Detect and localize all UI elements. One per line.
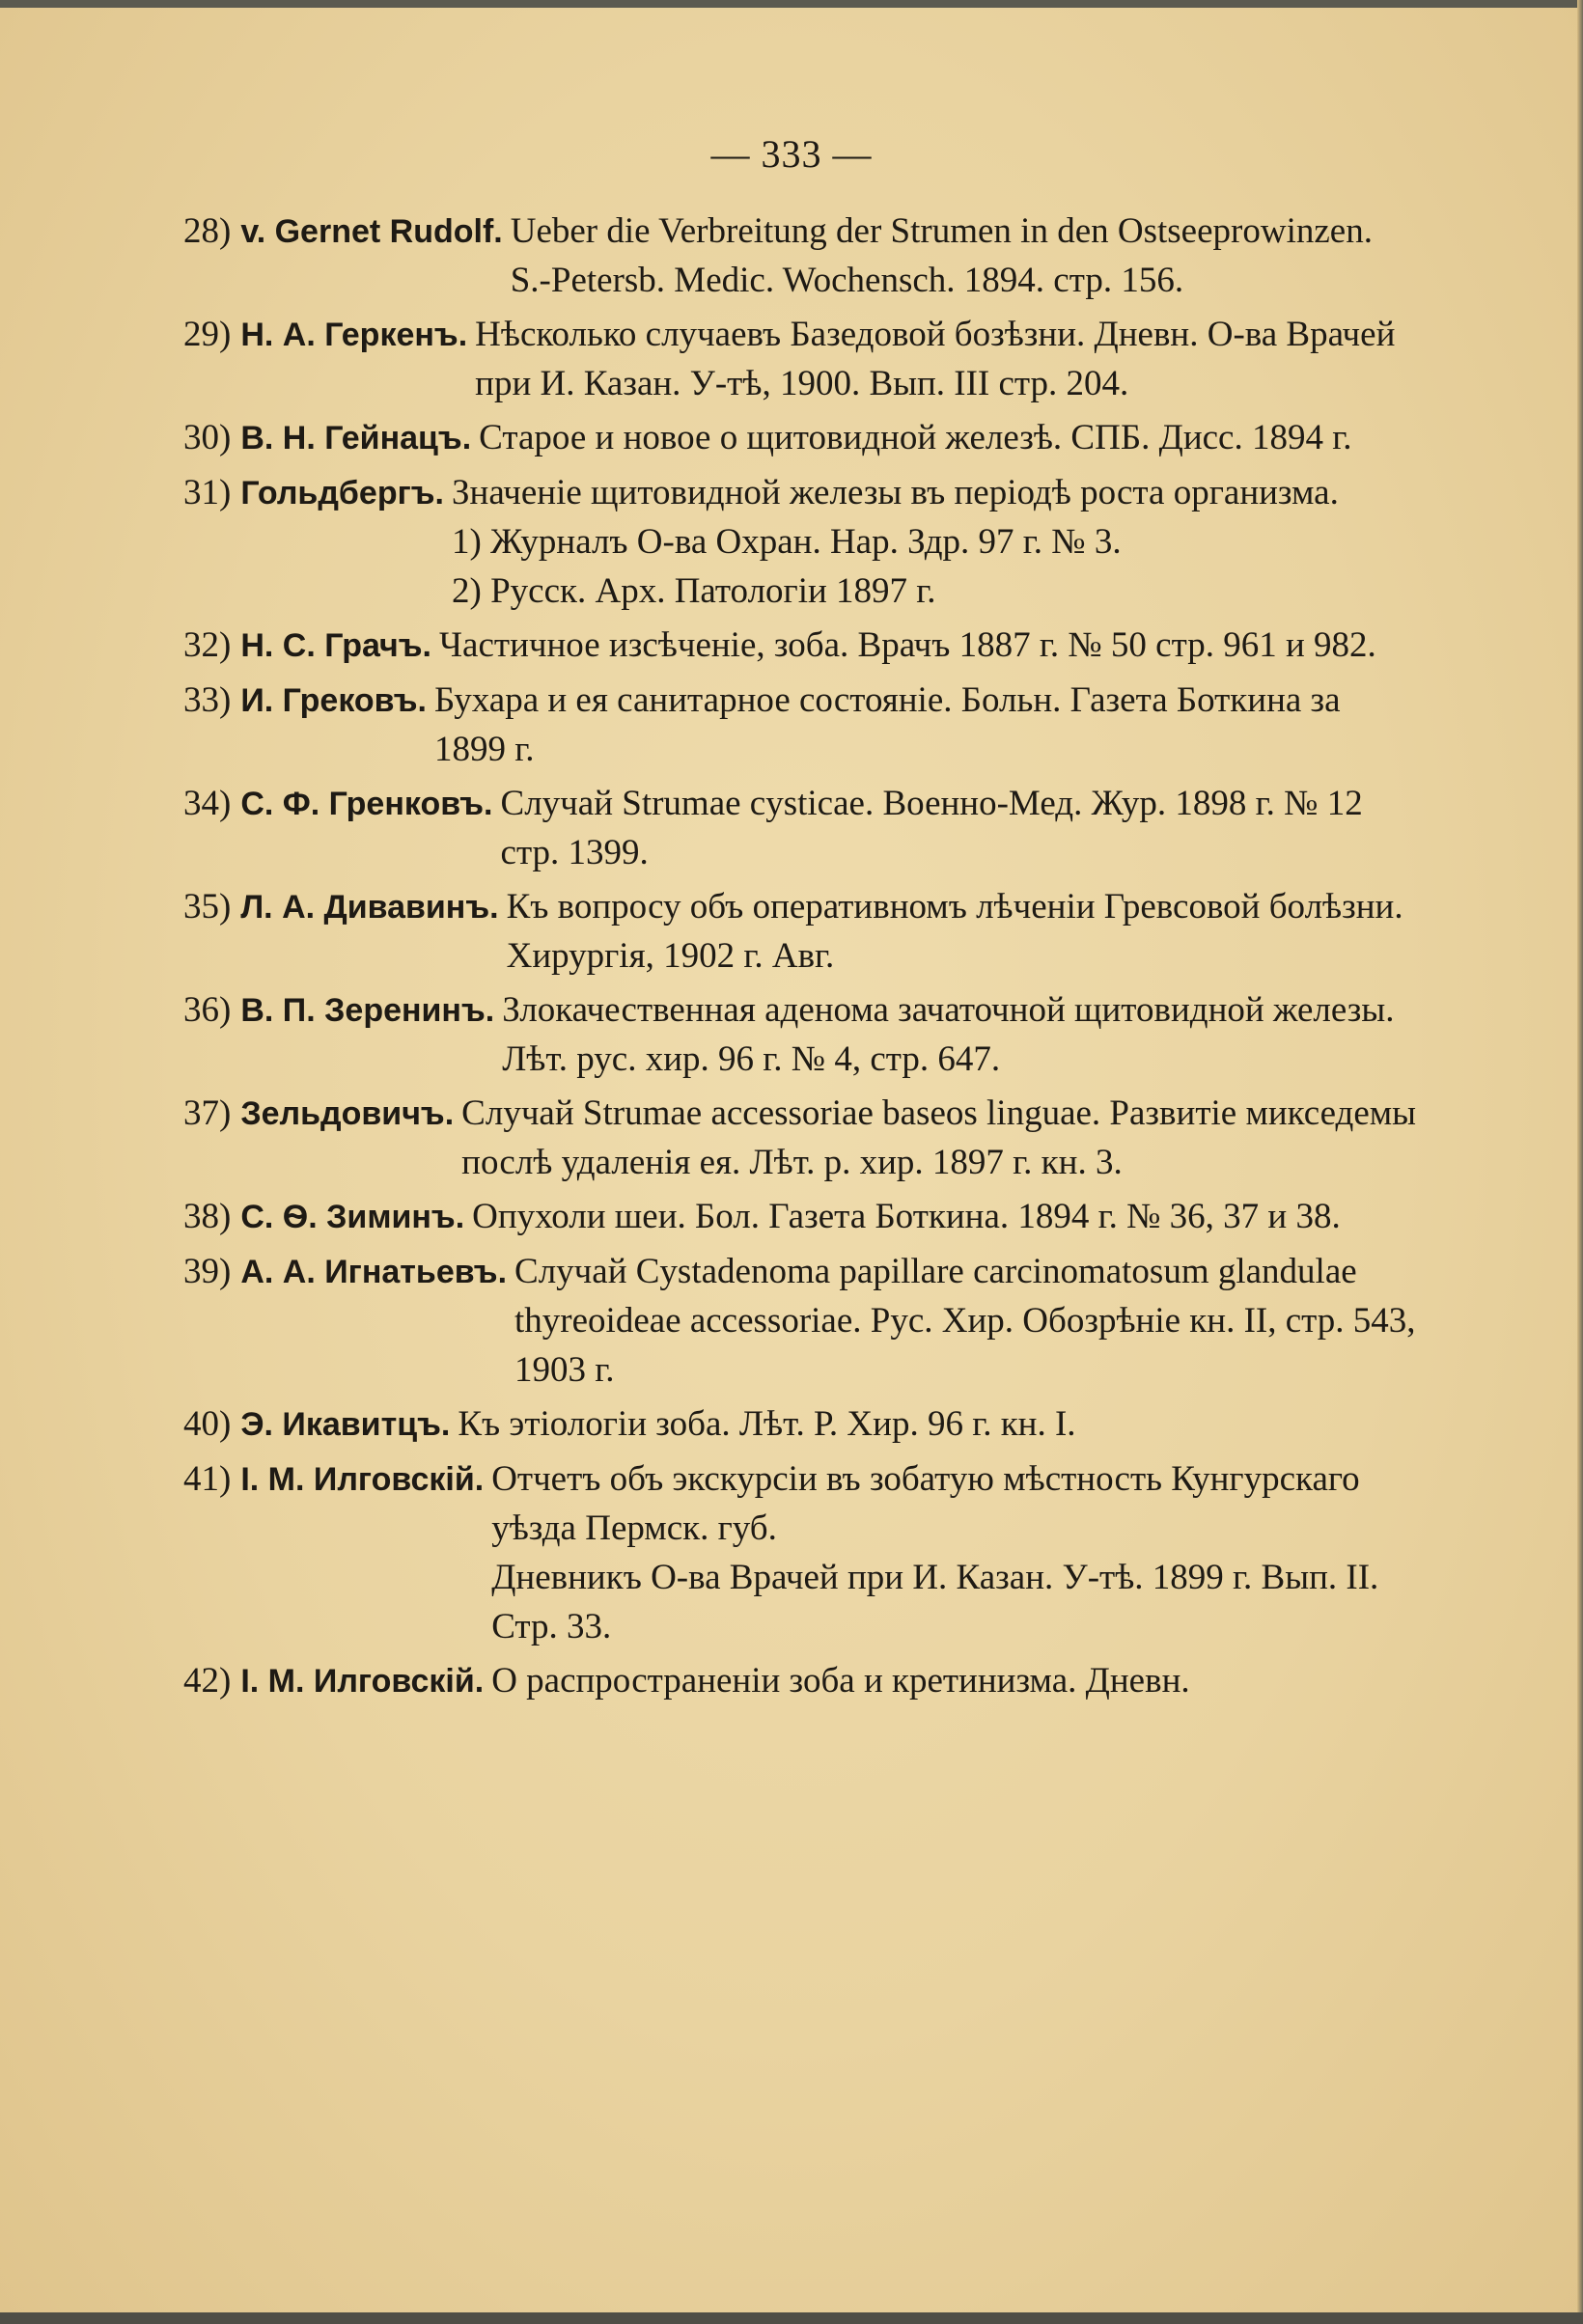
entry-text: Частичное изсѣченіе, зоба. Врачъ 1887 г. № 50 стр. 961 и 982. <box>439 625 1376 665</box>
bibliography-entry <box>183 1192 1419 1242</box>
entry-text: Случай Strumae accessoriae baseos linguae. Развитіе микседемы послѣ удаленія ея. Лѣт. р. хир. 1897 г. кн. 3. <box>461 1093 1417 1182</box>
entry-number: 32) <box>183 625 232 665</box>
entry-text: Нѣсколько случаевъ Базедовой бозѣзни. Дневн. О-ва Врачей при И. Казан. У-тѣ, 1900. Вып. III стр. 204. <box>475 315 1396 403</box>
entry-author: Зельдовичъ. <box>240 1095 455 1132</box>
entry-author: В. Н. Гейнацъ. <box>240 420 472 456</box>
page-number: — 333 — <box>710 132 873 176</box>
entry-subreference: 1) Журналъ О-ва Охран. Нар. Здр. 97 г. № 3. <box>452 522 1122 562</box>
entry-author: v. Gernet Rudolf. <box>240 213 503 250</box>
entry-text: Случай Strumae cysticae. Военно-Мед. Жур. 1898 г. № 12 стр. 1399. <box>500 784 1363 872</box>
bibliography-entry <box>183 1454 1419 1651</box>
entry-text: Отчетъ объ экскурсіи въ зобатую мѣстность Кунгурскаго уѣзда Пермск. губ. <box>491 1459 1360 1548</box>
entry-text: Къ вопросу объ оперативномъ лѣченіи Гревсовой болѣзни. Хирургія, 1902 г. Авг. <box>506 887 1403 976</box>
bibliography-entry <box>183 468 1419 616</box>
entry-number: 37) <box>183 1093 232 1133</box>
bibliography-entry <box>183 1247 1419 1395</box>
entry-author: Н. А. Геркенъ. <box>240 317 468 353</box>
entry-number: 29) <box>183 315 232 354</box>
entry-author: С. Ф. Гренковъ. <box>240 786 493 822</box>
entry-number: 35) <box>183 887 232 927</box>
entry-number: 40) <box>183 1404 232 1444</box>
entry-text: Ueber die Verbreitung der Strumen in den Ostseeprowinzen. S.-Petersb. Medic. Wochensch. 1894. стр. 156. <box>510 211 1373 300</box>
entry-author: В. П. Зерeнинъ. <box>240 992 495 1029</box>
bibliography-entry <box>183 621 1419 671</box>
page-edge-right <box>1577 0 1583 2324</box>
entry-text: Случай Cystadenoma papillare carcinomatosum glandulae thyreoideae accessoriae. Рус. Хир. Обозрѣніе кн. II, стр. 543, 1903 г. <box>514 1252 1416 1390</box>
entry-number: 36) <box>183 990 232 1030</box>
bibliography-entry <box>183 1399 1419 1450</box>
entry-text: Бухара и ея санитарное состояніе. Больн. Газета Боткина за 1899 г. <box>433 680 1341 769</box>
entry-author: А. А. Игнатьевъ. <box>240 1254 508 1290</box>
bibliography-entry <box>183 310 1419 408</box>
entry-text: Значеніе щитовидной железы въ періодѣ роста организма. <box>452 473 1339 512</box>
entry-number: 42) <box>183 1661 232 1701</box>
bibliography-entry <box>183 1089 1419 1187</box>
bibliography-entry <box>183 676 1419 774</box>
entry-text: Къ этіологіи зоба. Лѣт. Р. Хир. 96 г. кн. I. <box>458 1404 1076 1444</box>
entry-text: Опухоли шеи. Бол. Газета Боткина. 1894 г. № 36, 37 и 38. <box>472 1197 1341 1236</box>
entry-author: Гольдбергъ. <box>240 475 444 512</box>
page-edge-top <box>0 0 1583 8</box>
entry-text: Злокачественная аденома зачаточной щитовидной железы. Лѣт. рус. хир. 96 г. № 4, стр. 647. <box>502 990 1395 1079</box>
entry-author: Н. С. Грачъ. <box>240 627 432 664</box>
bibliography-list <box>183 207 1419 1711</box>
entry-author: И. Грековъ. <box>240 682 427 719</box>
entry-text: Старое и новое о щитовидной железѣ. СПБ. Дисс. 1894 г. <box>479 418 1352 457</box>
entry-number: 39) <box>183 1252 232 1291</box>
bibliography-entry <box>183 882 1419 981</box>
entry-author: Л. А. Дивавинъ. <box>240 889 499 926</box>
entry-number: 34) <box>183 784 232 823</box>
entry-text: О распространеніи зоба и кретинизма. Дневн. <box>491 1661 1190 1701</box>
bibliography-entry <box>183 779 1419 877</box>
entry-author: С. Ѳ. Зиминъ. <box>240 1199 465 1235</box>
entry-author: Э. Икавитцъ. <box>240 1406 451 1443</box>
entry-author: І. М. Илговскій. <box>240 1663 485 1700</box>
bibliography-entry <box>183 413 1419 463</box>
entry-author: І. М. Илговскій. <box>240 1461 485 1498</box>
entry-number: 33) <box>183 680 232 720</box>
entry-number: 31) <box>183 473 232 512</box>
entry-subreference: 2) Русск. Арх. Патологіи 1897 г. <box>452 571 936 611</box>
bibliography-entry <box>183 1656 1419 1706</box>
entry-subreference: Дневникъ О-ва Врачей при И. Казан. У-тѣ. 1899 г. Вып. II. Стр. 33. <box>491 1558 1379 1646</box>
entry-number: 30) <box>183 418 232 457</box>
entry-number: 28) <box>183 211 232 251</box>
entry-number: 38) <box>183 1197 232 1236</box>
bibliography-entry <box>183 207 1419 305</box>
entry-number: 41) <box>183 1459 232 1499</box>
bibliography-entry <box>183 985 1419 1084</box>
page-edge-bottom <box>0 2312 1583 2324</box>
